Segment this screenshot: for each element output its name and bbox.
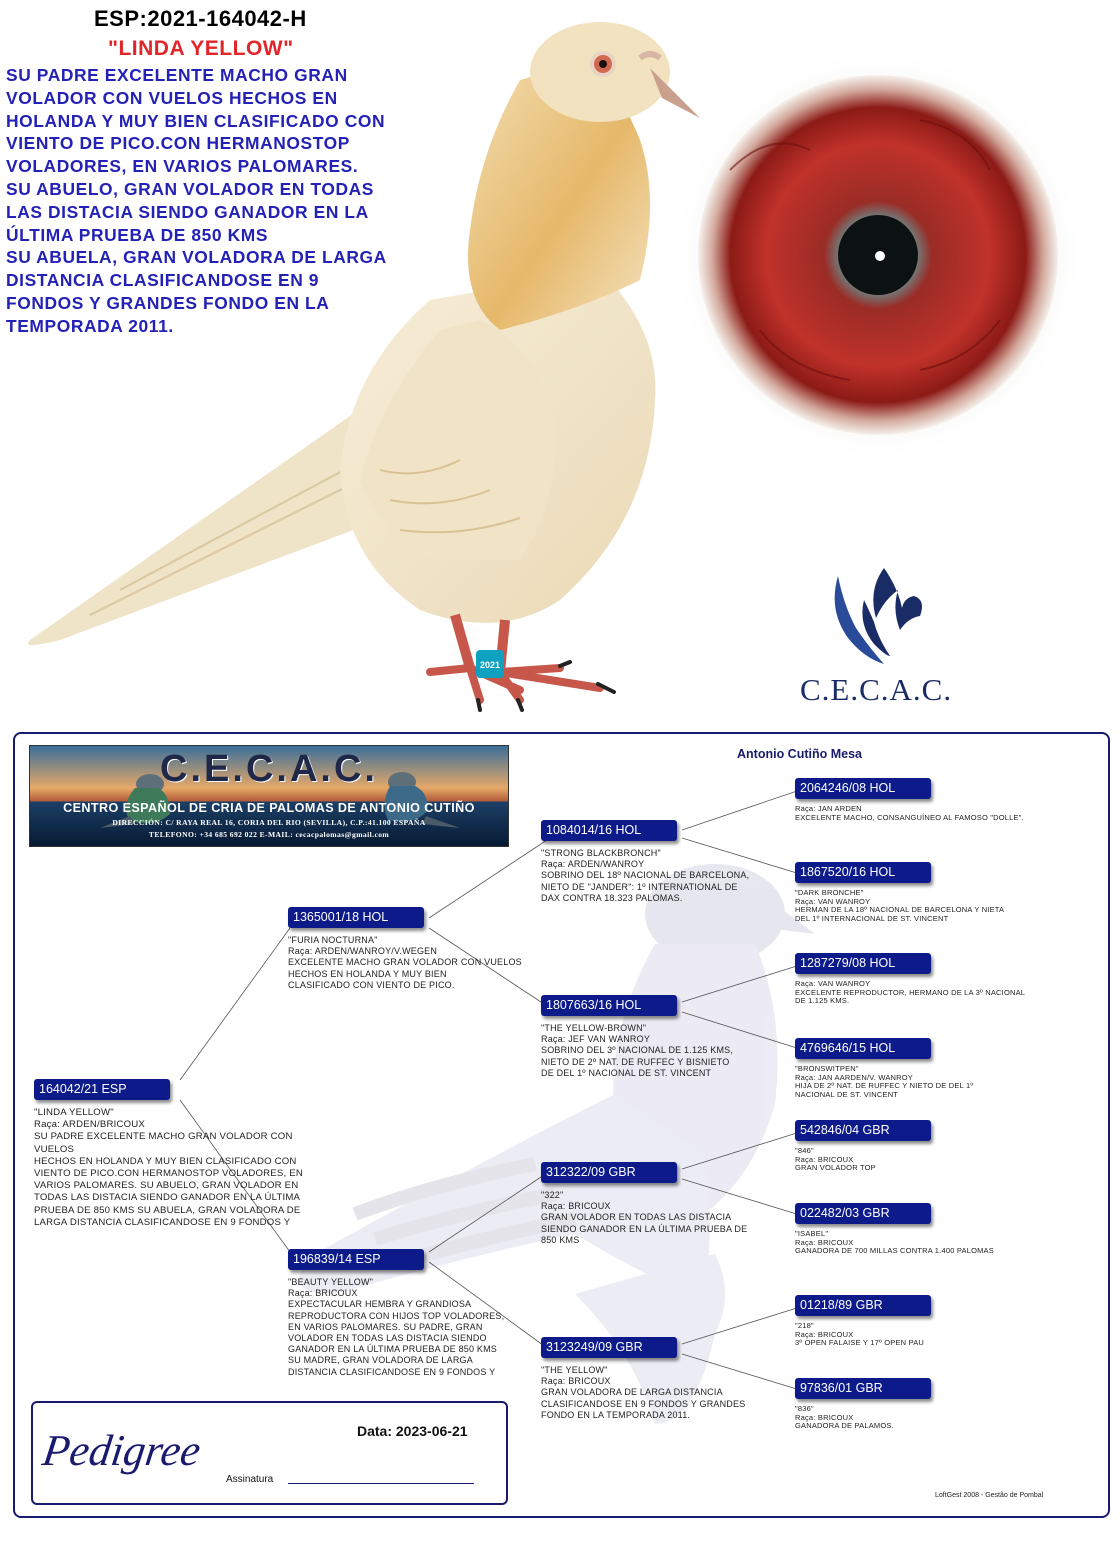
breeder-name: Antonio Cutiño Mesa (737, 747, 862, 761)
ssd-ring[interactable]: 1867520/16 HOL (795, 862, 931, 883)
sds-info: Raça: VAN WANROY EXCELENTE REPRODUCTOR, HERMANO DE LA 3º NACIONAL DE 1.125 KMS. (795, 979, 1026, 1006)
pigeon-name: "LINDA YELLOW" (108, 37, 294, 60)
sire-dam-ring[interactable]: 1807663/16 HOL (541, 995, 677, 1016)
sdd-ring[interactable]: 4769646/15 HOL (795, 1038, 931, 1059)
sire-sire-ring[interactable]: 1084014/16 HOL (541, 820, 677, 841)
leg-ring (476, 650, 504, 678)
sire-ring[interactable]: 1365001/18 HOL (288, 907, 424, 928)
sire-dam-info: "THE YELLOW-BROWN" Raça: JEF VAN WANROY SOBRINO DEL 3º NACIONAL DE 1.125 KMS, NIETO DE 2º NAT. DE RUFFEC Y BISNIETO DE DEL 1º NACIONAL DE ST. VINCENT (541, 1023, 734, 1078)
ssd-info: "DARK BRONCHE" Raça: VAN WANROY HERMAN DE LA 18º NACIONAL DE BARCELONA Y NIETA DEL 1º INTERNACIONAL DE ST. VINCENT (795, 888, 1005, 923)
sss-info: Raça: JAN ARDEN EXCELENTE MACHO, CONSANGUÍNEO AL FAMOSO "DOLLE". (795, 804, 1024, 822)
banner-address: DIRECCIÓN: C/ RAYA REAL 16, CORIA DEL RIO (SEVILLA), C.P.:41.100 ESPAÑA (112, 818, 426, 827)
dam-ring[interactable]: 196839/14 ESP (288, 1249, 424, 1270)
pedigree-wordmark: Pedigree (39, 1426, 204, 1475)
eye-photo (670, 47, 1086, 463)
subject-info: "LINDA YELLOW" Raça: ARDEN/BRICOUX SU PADRE EXCELENTE MACHO GRAN VOLADOR CON VUELOS HECHOS EN HOLANDA Y MUY BIEN CLASIFICADO CON VIENTO DE PICO.CON HERMANOSTOP VOLADORES, EN VARIOS PALOMARES. SU ABUELO, GRAN VOLADOR EN TODAS LAS DISTACIA SIENDO GANADOR EN LA ÚLTIMA PRUEBA DE 850 KMS SU ABUELA, GRAN VOLADORA DE LARGA DISTANCIA CLASIFICANDOSE EN 9 FONDOS Y (34, 1107, 303, 1228)
dss-info: "846" Raça: BRICOUX GRAN VOLADOR TOP (795, 1146, 876, 1173)
sire-info: "FURIA NOCTURNA" Raça: ARDEN/WANROY/V.WEGEN EXCELENTE MACHO GRAN VOLADOR CON VUELOS HECHOS EN HOLANDA Y MUY BIEN CLASIFICADO CON VIENTO DE PICO. (288, 935, 522, 990)
dsd-ring[interactable]: 022482/03 GBR (795, 1203, 931, 1224)
sds-ring[interactable]: 1287279/08 HOL (795, 953, 931, 974)
banner-phone: TELEFONO: +34 685 692 022 E-MAIL: cecacpalomas@gmail.com (148, 830, 390, 839)
ad-description: SU PADRE EXCELENTE MACHO GRAN VOLADOR CON VUELOS HECHOS EN HOLANDA Y MUY BIEN CLASIFICADO CON VIENTO DE PICO.CON HERMANOSTOP VOLADORES, EN VARIOS PALOMARES. SU ABUELO, GRAN VOLADOR EN TODAS LAS DISTACIA SIENDO GANADOR EN LA ÚLTIMA PRUEBA DE 850 KMS SU ABUELA, GRAN VOLADORA DE LARGA DISTANCIA CLASIFICANDOSE EN 9 FONDOS Y GRANDES FONDO EN LA TEMPORADA 2011. (6, 65, 387, 336)
dam-dam-ring[interactable]: 3123249/09 GBR (541, 1337, 677, 1358)
dam-dam-info: "THE YELLOW" Raça: BRICOUX GRAN VOLADORA DE LARGA DISTANCIA CLASIFICANDOSE EN 9 FONDOS Y GRANDES FONDO EN LA TEMPORADA 2011. (541, 1365, 746, 1420)
sss-ring[interactable]: 2064246/08 HOL (795, 778, 931, 799)
banner-title: C.E.C.A.C. (160, 748, 378, 790)
dam-info: "BEAUTY YELLOW" Raça: BRICOUX EXPECTACULAR HEMBRA Y GRANDIOSA REPRODUCTORA CON HIJOS TOP VOLADORES, EN VARIOS PALOMARES. SU PADRE, GRAN VOLADOR EN TODAS LAS DISTACIA SIENDO GANADOR EN LA ÚLTIMA PRUEBA DE 850 KMS SU MADRE, GRAN VOLADORA DE LARGA DISTANCIA CLASIFICANDOSE EN 9 FONDOS Y (288, 1277, 505, 1377)
ad-title: ESP:2021-164042-H (94, 6, 307, 31)
banner-subtitle: CENTRO ESPAÑOL DE CRIA DE PALOMAS DE ANTONIO CUTIÑO (63, 801, 475, 815)
dove-logo-icon (828, 560, 938, 670)
svg-text:2021: 2021 (479, 660, 501, 670)
dsd-info: "ISABEL" Raça: BRICOUX GANADORA DE 700 MILLAS CONTRA 1.400 PALOMAS (795, 1229, 994, 1256)
subject-ring[interactable]: 164042/21 ESP (34, 1079, 170, 1100)
ddd-info: "836" Raça: BRICOUX GANADORA DE PALAMOS. (795, 1404, 894, 1431)
dds-info: "218" Raça: BRICOUX 3º OPEN FALAISE Y 17º OPEN PAU (795, 1321, 925, 1348)
sdd-info: "BRONSWITPEN" Raça: JAN AARDEN/V. WANROY HIJA DE 2º NAT. DE RUFFEC Y NIETO DE DEL 1º NACIONAL DE ST. VINCENT (795, 1064, 974, 1099)
dds-ring[interactable]: 01218/89 GBR (795, 1295, 931, 1316)
pedigree-date: Data: 2023-06-21 (357, 1423, 468, 1439)
signature-line[interactable] (288, 1483, 474, 1484)
dam-sire-ring[interactable]: 312322/09 GBR (541, 1162, 677, 1183)
poster (0, 0, 1120, 725)
ddd-ring[interactable]: 97836/01 GBR (795, 1378, 931, 1399)
dam-sire-info: "322" Raça: BRICOUX GRAN VOLADOR EN TODAS LAS DISTACIA SIENDO GANADOR EN LA ÚLTIMA PRUEBA DE 850 KMS (541, 1190, 748, 1245)
signature-label: Assinatura (226, 1474, 274, 1485)
dss-ring[interactable]: 542846/04 GBR (795, 1120, 931, 1141)
signature-box (31, 1401, 508, 1505)
software-footer: LoftGest 2008 - Gestão de Pombal (935, 1492, 1044, 1499)
cecac-banner (29, 745, 509, 847)
pedigree-sheet (13, 732, 1110, 1518)
brand-name: C.E.C.A.C. (800, 672, 953, 707)
sire-sire-info: "STRONG BLACKBRONCH" Raça: ARDEN/WANROY SOBRINO DEL 18º NACIONAL DE BARCELONA, NIETO DE "JANDER": 1º INTERNATIONAL DE DAX CONTRA 18.323 PALOMAS. (541, 848, 750, 903)
